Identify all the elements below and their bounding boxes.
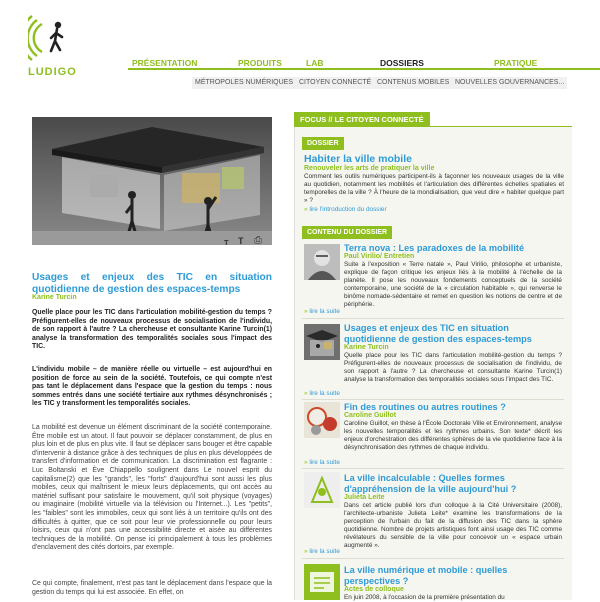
thumb-leite-icon [304,472,340,508]
item-text-colloque: En juin 2008, à l'occasion de la première présentation du [344,594,505,601]
nav-item-presentation[interactable]: PRÉSENTATION [132,58,198,68]
divider [302,558,564,559]
item-title-guillot[interactable]: Fin des routines ou autres routines ? [344,402,506,412]
ludigo-logo-icon[interactable] [28,12,76,62]
item-title-turcin[interactable]: Usages et enjeux des TIC en situation quotidienne de gestion des espaces-temps [344,323,532,344]
subnav-metropoles[interactable]: MÉTROPOLES NUMÉRIQUES [192,77,296,89]
item-text-virilio: Suite à l'exposition « Terre natale », Paul Virilio, philosophe et urbaniste, explique de façon critique les enjeux liés à la mobilité à l'échelle de la planète. Il pose les nouveaux fondements conceptuels de la société contemporaine, une société de la « circulation habitable », qui renverse le binôme nomade-sédentaire et remet en question les notions de centre et de périphérie. [344,261,562,308]
contents-label: CONTENU DU DOSSIER [302,226,392,239]
item-text-guillot: Caroline Guillot, en thèse à l'École Doctorale Ville et Environnement, analyse les nouvelles temporalités et les rythmes urbains. Son texte* décrit les enjeux d'orchestration des différentes sphères de la vie quotidienne face à la désynchronisation des rythmes de chaque individu. [344,420,562,451]
text-decrease-button[interactable]: T [224,238,229,247]
subnav-gouvernances[interactable]: NOUVELLES GOUVERNANCES... [452,77,567,89]
nav-item-lab[interactable]: LAB [306,58,324,68]
item-more-turcin[interactable]: » lire la suite [304,390,340,397]
item-text-leite: Dans cet article publié lors d'un colloque à la Cité Universitaire (2008), l'architecte-urbaniste Julieta Leite* examine les transformations de la perception de l'urbain du fait de la diffusion des TIC dans la sphère quotidienne. Nombre de projets artistiques font ainsi usage des TIC comme révélateurs du sensible de la ville pour concevoir un « espace urbain augmenté ». [344,502,562,549]
article-paragraph-1: La mobilité est devenue un élément discriminant de la société contemporaine. Être mobile est un atout. Il faut pouvoir se déplacer constamment, de plus en plus loin et de plus en plus vite. Il faut se déplacer sans bouger et être capable d'intervenir à distance grâce à des techniques de plus en plus développées de transfert d'information et de communication. La discrimination est flagrante : Luc Boltanski et Ève Chiappello soulignent dans Le nouvel esprit du capitalisme(2) que les "grands", les "forts" d'aujourd'hui sont aussi les plus mobiles, ceux qui maîtrisent le mieux leurs déplacements, qui ont accès au matériel suffisant pour satisfaire le mouvement, qu'il soit physique (voyages) ou imaginaire (mobilité virtuelle via la télévision ou l'Internet...). Les "petits", les "faibles" sont les immobiles, ceux qui sont liés à un territoire qu'ils ont des difficultés à quitter, que ce soit pour leur vie professionnelle ou pour leurs loisirs, ceux qui n'ont pas une accessibilité directe et aisée au différentes techniques de la mobilité. On pense ici principalement à tous les problèmes d'enclavement des cités dortoirs, par exemple. [32,424,272,552]
dossier-title[interactable]: Habiter la ville mobile [304,153,412,165]
main-nav [128,57,600,69]
brand-name: LUDIGO [28,66,77,78]
arrow-icon: » [304,459,310,466]
article-title: Usages et enjeux des TIC en situation quotidienne de gestion des espaces-temps [32,272,272,295]
item-subtitle-colloque: Actes de colloque [344,586,404,593]
item-title-leite[interactable]: La ville incalculable : Quelles formes d'appréhension de la ville aujourd'hui ? [344,473,517,494]
arrow-icon: » [304,206,310,213]
article-hero-image [32,117,272,245]
item-subtitle-leite: Julieta Leite [344,494,385,501]
print-icon[interactable]: ⎙ [254,235,262,246]
subnav-citoyen[interactable]: CITOYEN CONNECTÉ [296,77,374,89]
divider [302,468,564,469]
article-lead-1: Quelle place pour les TIC dans l'articulation mobilité-gestion du temps ? Préfigurent-elles de nouveaux processus de socialisation de l'individu, de son rapport à l'autre ? La chercheuse et consultante Karine Turcin(1) analyse la transformation des temporalités sociales sous l'impact des TIC. [32,309,272,351]
arrow-icon: » [304,548,310,555]
item-more-guillot[interactable]: » lire la suite [304,459,340,466]
item-more-virilio[interactable]: » lire la suite [304,308,340,315]
focus-tab: FOCUS // LE CITOYEN CONNECTÉ [294,112,430,127]
nav-item-pratique[interactable]: PRATIQUE [494,58,538,68]
arrow-icon: » [304,308,310,315]
text-increase-button[interactable]: T [238,236,244,246]
divider [302,318,564,319]
item-subtitle-virilio: Paul Virilio/ Entretien [344,253,415,260]
dossier-subtitle: Renouveler les arts de pratiquer la ville [304,165,435,172]
thumb-colloque-icon [304,564,340,600]
thumb-guillot-icon [304,402,340,438]
thumb-turcin-icon [304,324,340,360]
item-subtitle-turcin: Karine Turcin [344,344,389,351]
dossier-label: DOSSIER [302,137,344,150]
item-title-colloque[interactable]: La ville numérique et mobile : quelles perspectives ? [344,565,508,586]
dossier-intro-link[interactable]: » lire l'introduction du dossier [304,206,387,213]
portrait-virilio-icon [304,244,340,280]
nav-item-produits[interactable]: PRODUITS [238,58,282,68]
item-text-turcin: Quelle place pour les TIC dans l'articulation mobilité-gestion du temps ? Préfigurent-elles de nouveaux processus de socialisation de l'individu, de son rapport à l'autre ? La chercheuse et consultante Karine Turcin(1) analyse la transformation des temporalités sociales sous l'impact des TIC. [344,352,562,383]
article-lead-2: L'individu mobile – de manière réelle ou virtuelle – est aujourd'hui en position de force au sein de la société. Toutefois, ce qui compte n'est pas tant le déplacement dans l'espace que la gestion du temps : nous sommes entrés dans une société tertiaire aux rythmes désynchronisés ; les TIC y transforment les temporalités sociales. [32,366,272,408]
divider [302,399,564,400]
dossier-text: Comment les outils numériques participent-ils à façonner les nouveaux usages de la ville au quotidien, notamment les mobilités et l'articulation des différentes échelles spatiales et temporelles de la ville ? À l'heure de la mondialisation, que veut dire « habiter quelque part » ? [304,173,564,204]
item-subtitle-guillot: Caroline Guillot [344,412,397,419]
item-title-virilio[interactable]: Terra nova : Les paradoxes de la mobilité [344,243,525,253]
article-author: Karine Turcin [32,294,77,301]
nav-item-dossiers[interactable]: DOSSIERS [380,58,424,68]
subnav-contenus[interactable]: CONTENUS MOBILES [374,77,452,89]
article-paragraph-2: Ce qui compte, finalement, n'est pas tant le déplacement dans l'espace que la gestion du temps qui lui est associée. En effet, on [32,580,272,596]
arrow-icon: » [304,390,310,397]
item-more-leite[interactable]: » lire la suite [304,548,340,555]
